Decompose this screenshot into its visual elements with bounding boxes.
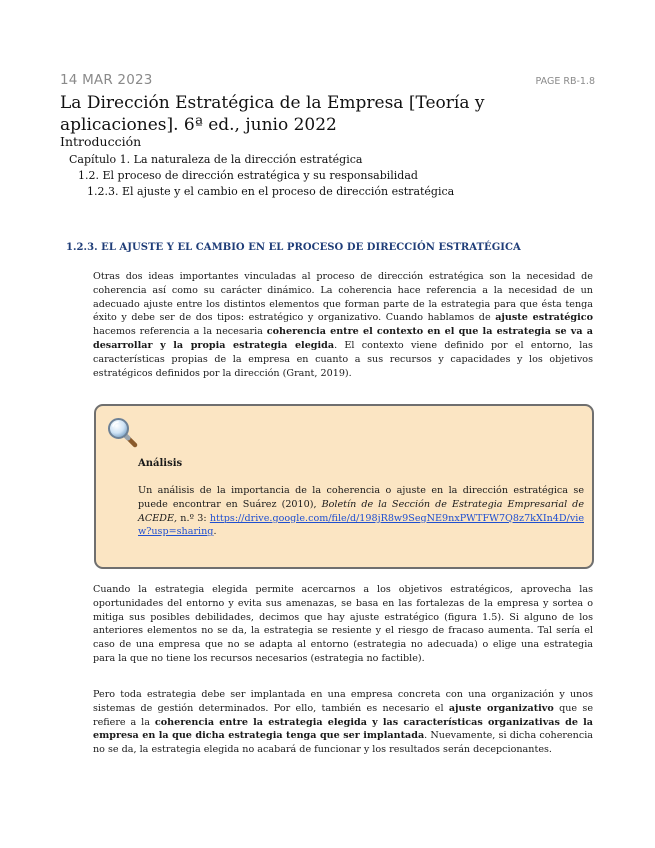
text-run: hacemos referencia a la necesaria: [93, 326, 267, 338]
text-run: . Nuevamente, si dicha coherencia no se da, la estrategia elegida no acabará de funcionar y los resultados serán decepcionantes.: [93, 730, 593, 756]
paragraph-organizational-fit: [93, 688, 593, 757]
section-heading: 1.2.3. EL AJUSTE Y EL CAMBIO EN EL PROCESO DE DIRECCIÓN ESTRATÉGICA: [66, 242, 521, 253]
text-run: . El contexto viene definido por el entorno, las características propias de la empresa en cuanto a sus recursos y capacidades y los objetivos estratégicos definidos por la dirección (Grant, 2019).: [93, 339, 593, 379]
paragraph-fit-conditions: Cuando la estrategia elegida permite acercarnos a los objetivos estratégicos, aprovecha las oportunidades del entorno y evita sus amenazas, se basa en las fortalezas de la empresa y sortea o mitiga sus posibles debilidades, decimos que hay ajuste estratégico (figura 1.5). Si alguno de los anteriores elementos no se da, la estrategia se resiente y el riesgo de fracaso aumenta. Tal sería el caso de una empresa que no se adapta al entorno (estrategia no adecuada) o elige una estrategia para la que no tiene los recursos necesarios (estrategia no factible).: [93, 584, 593, 664]
bold-term-strategic-fit: ajuste estratégico: [495, 312, 593, 324]
magnifier-icon: [106, 416, 138, 448]
text-run: que se refiere a la: [93, 702, 593, 728]
text-run: .: [213, 526, 217, 538]
analysis-link[interactable]: https://drive.google.com/file/d/198jR8w9SegNE9nxPWTFW7Q8z7kXIn4D/view?usp=sharing: [138, 512, 584, 538]
bold-definition: coherencia entre la estrategia elegida y las características organizativas de la empresa en la que dicha estrategia tenga que ser implantada: [93, 716, 593, 742]
text-run: Pero toda estrategia debe ser implantada en una empresa concreta con una organización y unos sistemas de gestión determinados. Por ello, también es necesario el: [93, 689, 593, 714]
breadcrumb-section-1-2[interactable]: 1.2. El proceso de dirección estratégica y su responsabilidad: [78, 169, 418, 182]
text-run: Un análisis de la importancia de la coherencia o ajuste en la dirección estratégica se puede encontrar en Suárez (2010),: [138, 485, 584, 510]
bold-definition: coherencia entre el contexto en el que la estrategia se va a desarrollar y la propia estrategia elegida: [93, 326, 593, 351]
breadcrumb-chapter-1[interactable]: Capítulo 1. La naturaleza de la dirección estratégica: [69, 153, 363, 166]
text-run: Otras dos ideas importantes vinculadas al proceso de dirección estratégica son la necesidad de coherencia así como su carácter dinámico. La coherencia hace referencia a la necesidad de un adecuado ajuste entre los distintos elementos que forman parte de la estrategia para que ésta tenga éxito y debe ser de dos tipos: estratégico y organizativo. Cuando hablamos de: [93, 271, 593, 324]
book-title: La Dirección Estratégica de la Empresa [Teoría y aplicaciones]. 6ª ed., junio 2022: [60, 93, 485, 135]
text-run: n.º 3:: [177, 512, 210, 524]
journal-title: Boletín de la Sección de Estrategia Empresarial de ACEDE,: [138, 498, 585, 524]
breadcrumb-introduction[interactable]: Introducción: [60, 134, 142, 149]
analysis-title: Análisis: [138, 458, 183, 469]
paragraph-strategic-fit: [93, 270, 593, 380]
analysis-callout: [94, 404, 594, 569]
breadcrumb-section-1-2-3[interactable]: 1.2.3. El ajuste y el cambio en el proceso de dirección estratégica: [87, 185, 455, 198]
bold-term-organizational-fit: ajuste organizativo: [448, 702, 554, 714]
breadcrumb: [60, 134, 454, 199]
page-reference: PAGE RB-1.8: [535, 76, 595, 87]
document-date: 14 MAR 2023: [60, 72, 153, 88]
analysis-text: [138, 484, 584, 539]
